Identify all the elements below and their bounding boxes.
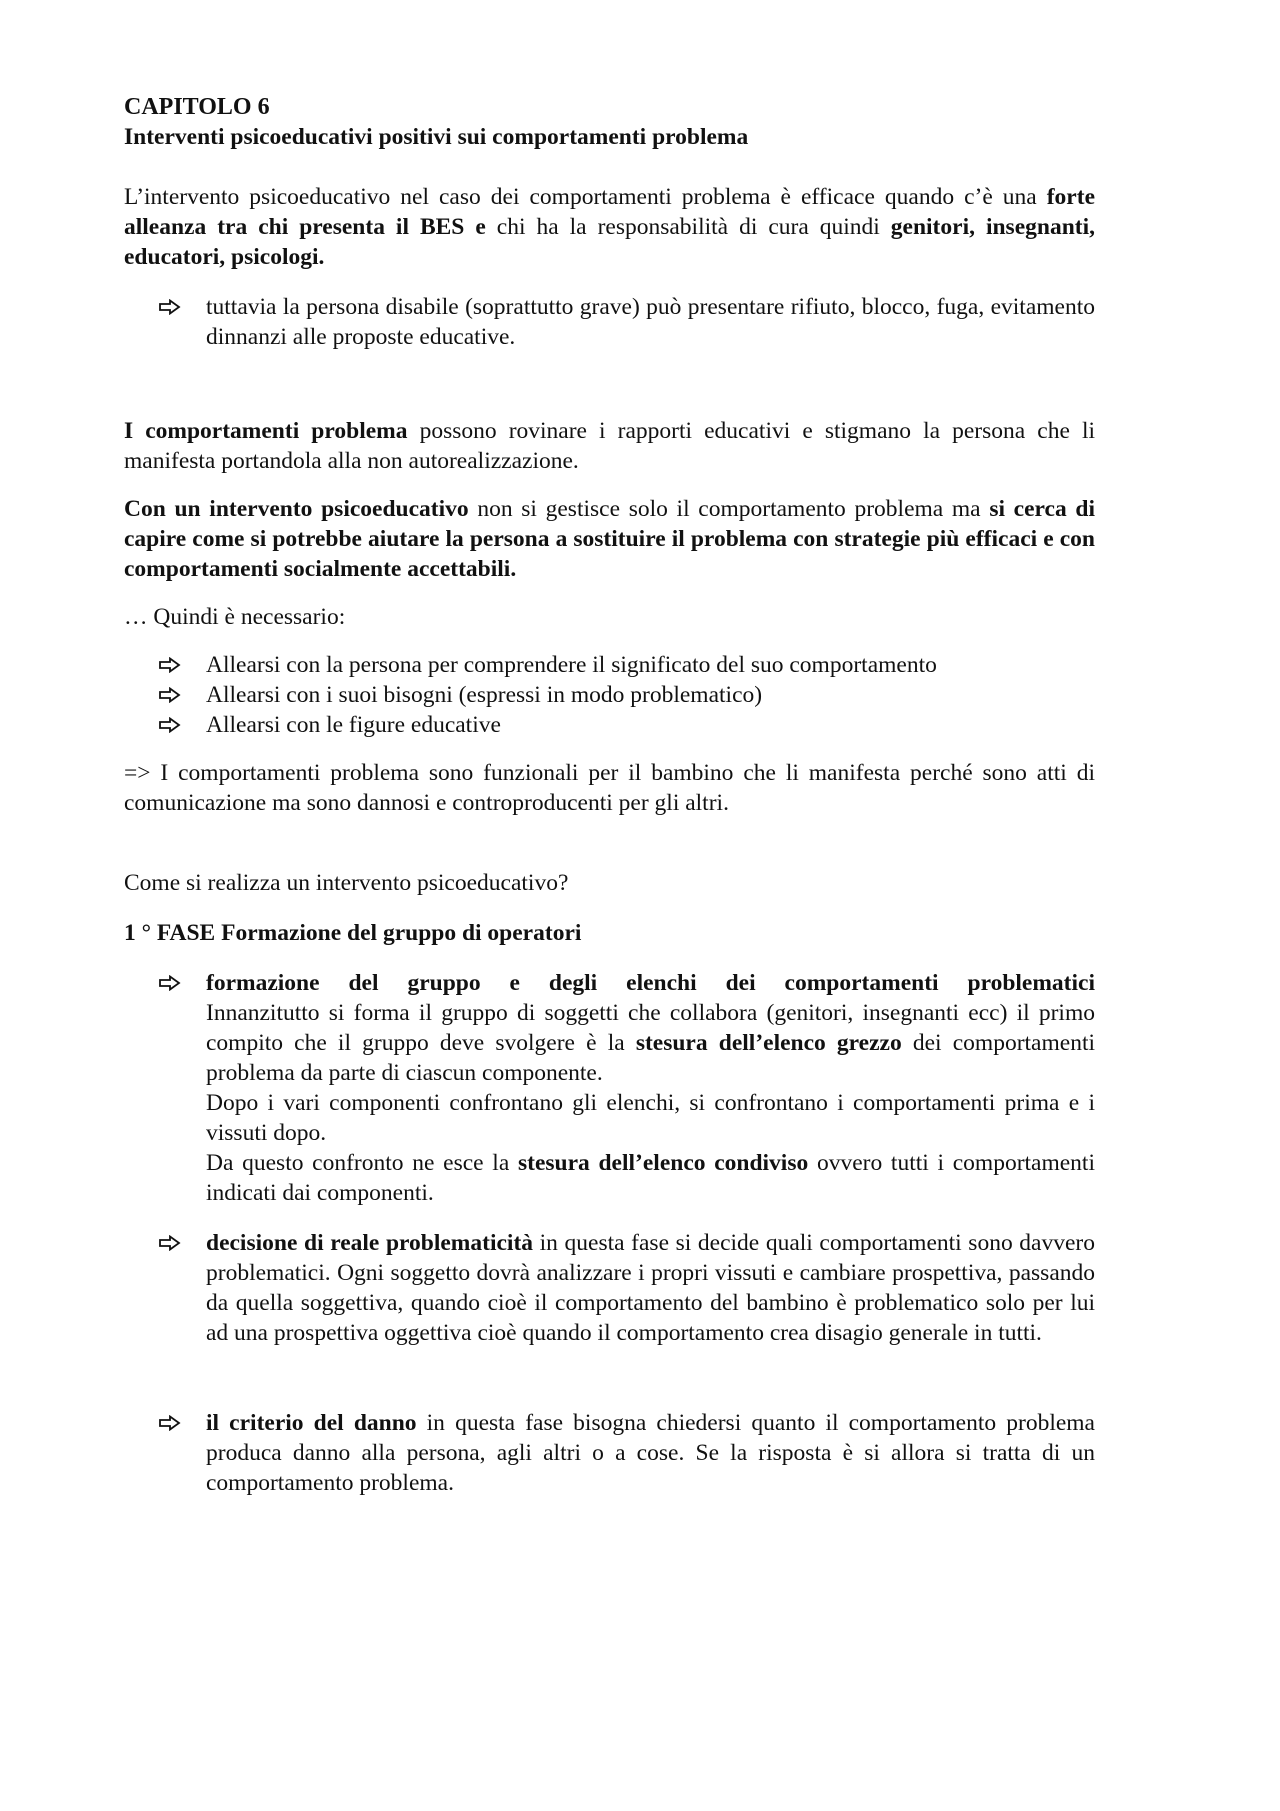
necessary-list: [124, 650, 1095, 740]
question-line: Come si realizza un intervento psicoeducativo?: [124, 870, 569, 896]
phase-heading: 1 ° FASE Formazione del gruppo di operatori: [124, 920, 582, 946]
chapter-subtitle: Interventi psicoeducativi positivi sui comportamenti problema: [124, 124, 749, 150]
list-item: Allearsi con la persona per comprendere il significato del suo comportamento: [124, 650, 1095, 680]
arrow-right-icon: [158, 968, 184, 998]
problem-paragraph: I comportamenti problema possono rovinare i rapporti educativi e stigmano la persona che li manifesta portandola alla non autorealizzazione.: [124, 418, 1096, 474]
list-item: tuttavia la persona disabile (soprattutto grave) può presentare rifiuto, blocco, fuga, evitamento dinnanzi alle proposte educative.: [124, 292, 1095, 352]
arrow-right-icon: [158, 710, 184, 740]
arrow-right-icon: [158, 680, 184, 710]
intervention-paragraph: Con un intervento psicoeducativo non si gestisce solo il comportamento problema ma si cerca di capire come si potrebbe aiutare la persona a sostituire il problema con strategie più efficaci e con comportamenti socialmente accettabili.: [124, 496, 1096, 582]
intro-paragraph: L’intervento psicoeducativo nel caso dei comportamenti problema è efficace quando c’è una forte alleanza tra chi presenta il BES e chi ha la responsabilità di cura quindi genitori, insegnanti, educatori, psicologi.: [124, 184, 1095, 270]
list-item: il criterio del danno in questa fase bisogna chiedersi quanto il comportamento problema produca danno alla persona, agli altri o a cose. Se la risposta è si allora si tratta di un comportamento problema.: [124, 1408, 1095, 1498]
list-item: Allearsi con le figure educative: [124, 710, 1095, 740]
chapter-title: CAPITOLO 6: [124, 94, 270, 120]
arrow-right-icon: [158, 650, 184, 680]
list-item: decisione di reale problematicità in questa fase si decide quali comportamenti sono davvero problematici. Ogni soggetto dovrà analizzare i propri vissuti e cambiare prospettiva, passando da quella soggettiva, quando cioè il comportamento del bambino è problematico solo per lui ad una prospettiva oggettiva cioè quando il comportamento crea disagio generale in tutti.: [124, 1228, 1095, 1348]
page-content: [124, 92, 1095, 1498]
list-item: formazione del gruppo e degli elenchi dei comportamenti problematici Innanzitutto si forma il gruppo di soggetti che collabora (genitori, insegnanti ecc) il primo compito che il gruppo deve svolgere è la stesura dell’elenco grezzo dei comportamenti problema da parte di ciascun componente. Dopo i vari componenti confrontano gli elenchi, si confrontano i comportamenti prima e i vissuti dopo. Da questo confronto ne esce la stesura dell’elenco condiviso ovvero tutti i comportamenti indicati dai componenti.: [124, 968, 1095, 1208]
functional-paragraph: => I comportamenti problema sono funzionali per il bambino che li manifesta perché sono atti di comunicazione ma sono dannosi e controproducenti per gli altri.: [124, 760, 1095, 816]
arrow-right-icon: [158, 1228, 184, 1258]
list-item: Allearsi con i suoi bisogni (espressi in modo problematico): [124, 680, 1095, 710]
intro-bullet-list: [124, 292, 1095, 352]
arrow-right-icon: [158, 1408, 184, 1438]
necessary-label: … Quindi è necessario:: [124, 604, 346, 630]
arrow-right-icon: [158, 292, 184, 322]
phase-list: [124, 968, 1095, 1498]
